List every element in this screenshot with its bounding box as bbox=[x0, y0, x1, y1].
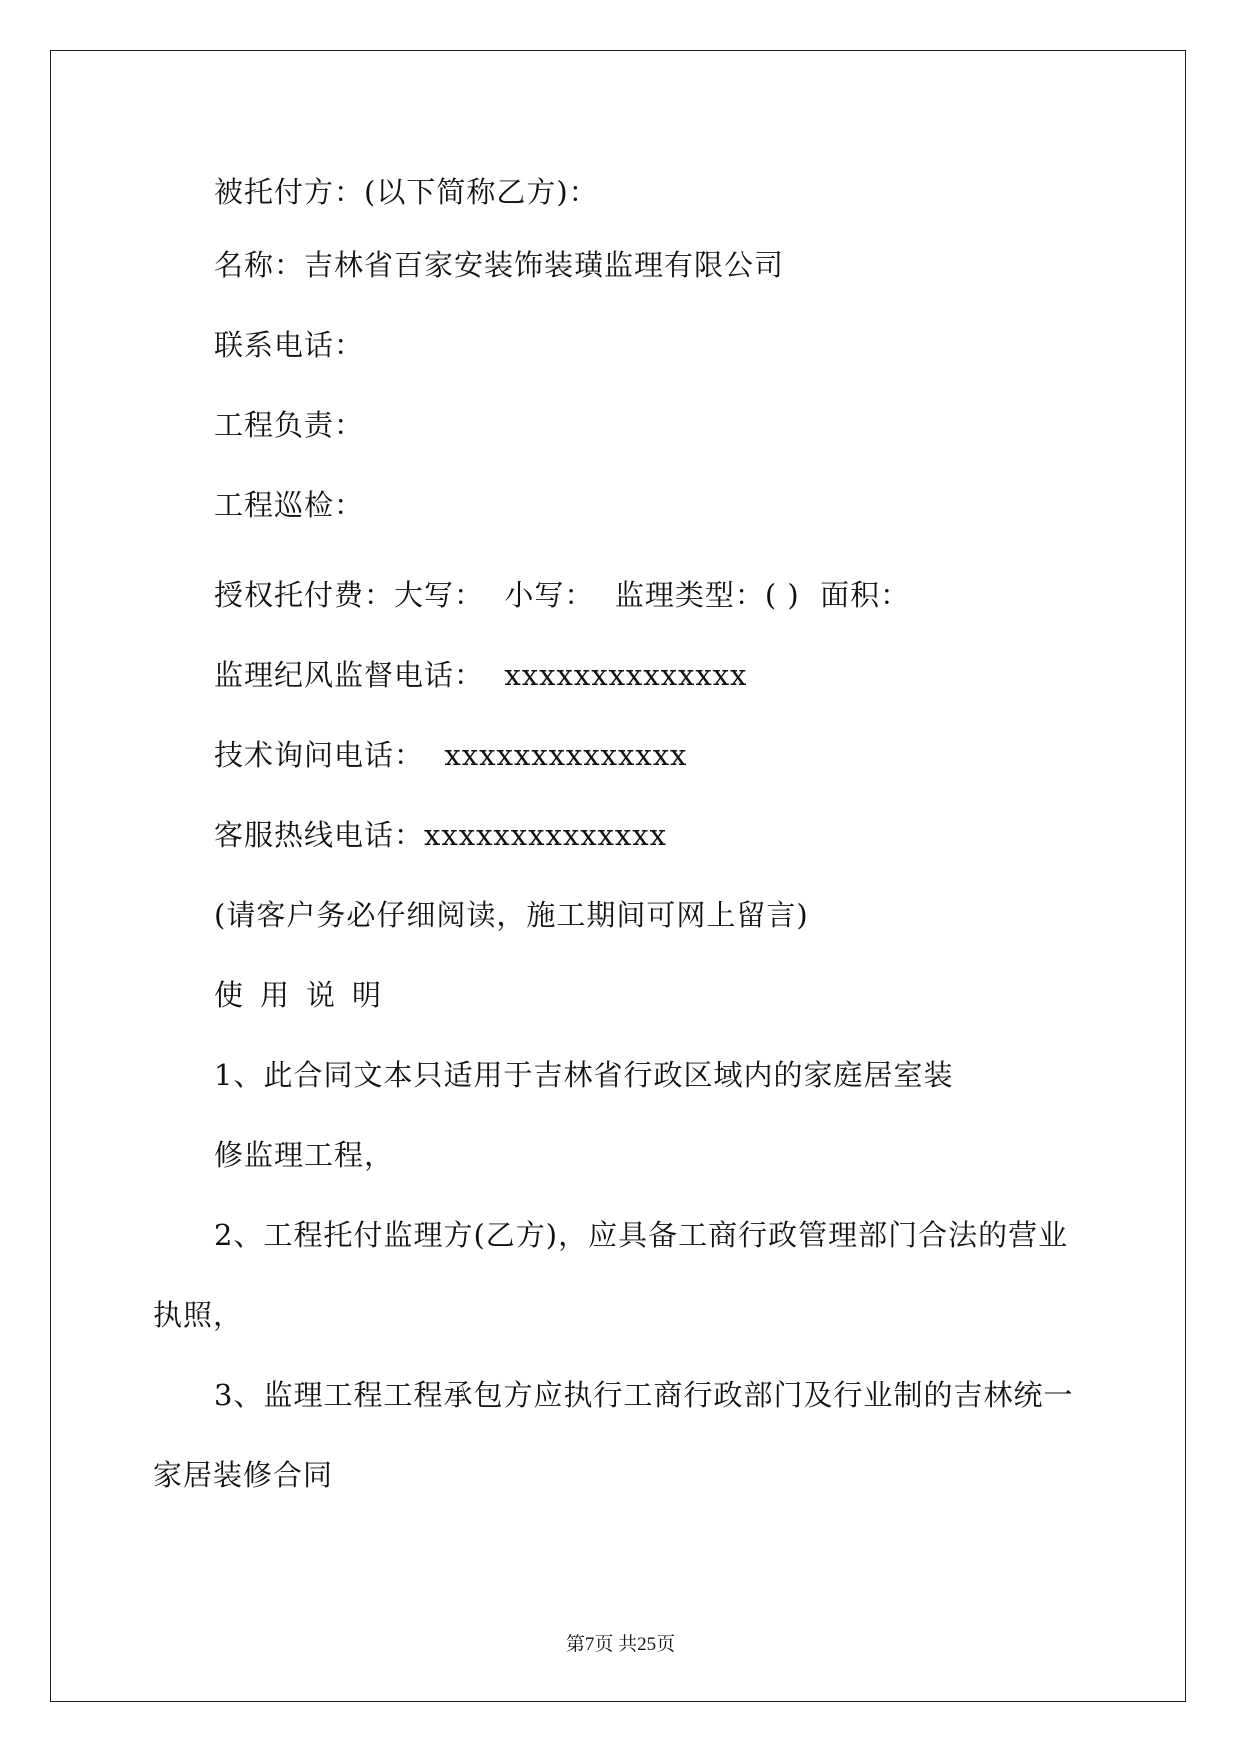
reading-notice-line: (请客户务必仔细阅读，施工期间可网上留言) bbox=[214, 898, 809, 932]
page-number-footer: 第7页 共25页 bbox=[565, 1634, 676, 1655]
instruction-3-line-1: 3、监理工程工程承包方应执行工商行政部门及行业制的吉林统一 bbox=[214, 1378, 1074, 1412]
instruction-1-line-1: 1、此合同文本只适用于吉林省行政区域内的家庭居室装 bbox=[214, 1058, 954, 1092]
usage-instructions-heading: 使用说明 bbox=[214, 978, 399, 1012]
instruction-1-line-2: 修监理工程， bbox=[214, 1138, 395, 1172]
instruction-3-line-2: 家居装修合同 bbox=[153, 1458, 334, 1492]
fee-and-type-line: 授权托付费：大写： 小写： 监理类型：( ) 面积： bbox=[214, 578, 911, 612]
supervision-phone-line: 监理纪风监督电话： xxxxxxxxxxxxxx bbox=[214, 658, 748, 692]
project-inspection-line: 工程巡检： bbox=[214, 488, 365, 522]
project-manager-line: 工程负责： bbox=[214, 408, 365, 442]
company-name-line: 名称：吉林省百家安装饰装璜监理有限公司 bbox=[214, 248, 785, 282]
entrusted-party-heading: 被托付方：(以下简称乙方)： bbox=[214, 175, 599, 209]
service-hotline-line: 客服热线电话：xxxxxxxxxxxxxx bbox=[214, 818, 667, 852]
instruction-2-line-2: 执照， bbox=[153, 1298, 244, 1332]
tech-inquiry-phone-line: 技术询问电话： xxxxxxxxxxxxxx bbox=[214, 738, 688, 772]
instruction-2-line-1: 2、工程托付监理方(乙方)，应具备工商行政管理部门合法的营业 bbox=[214, 1218, 1069, 1252]
contact-phone-line: 联系电话： bbox=[214, 328, 365, 362]
